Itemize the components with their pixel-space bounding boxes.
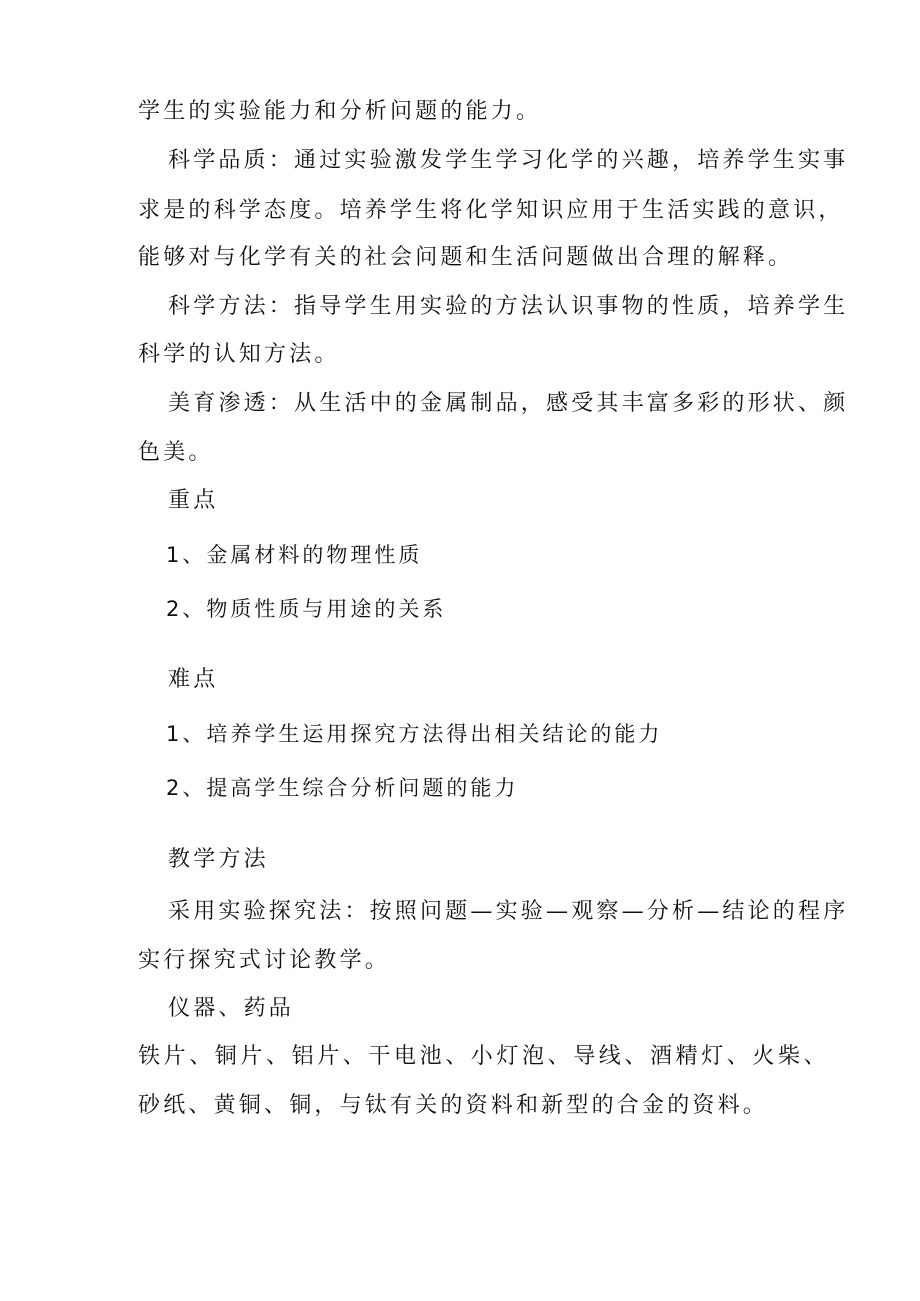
- difficult-point-item: 1、培养学生运用探究方法得出相关结论的能力: [166, 722, 663, 746]
- science-quality-line-3: 能够对与化学有关的社会问题和生活问题做出合理的解释。: [138, 245, 794, 270]
- aesthetic-line-1: 美育渗透：从生活中的金属制品，感受其丰富多彩的形状、颜: [168, 391, 849, 416]
- teaching-method-line-2: 实行探究式讨论教学。: [138, 948, 391, 973]
- key-point-item: 1、金属材料的物理性质: [166, 543, 423, 567]
- science-quality-line-2: 求是的科学态度。培养学生将化学知识应用于生活实践的意识，: [138, 198, 844, 223]
- instruments-heading: 仪器、药品: [168, 996, 295, 1021]
- instruments-line-2: 砂纸、黄铜、铜，与钛有关的资料和新型的合金的资料。: [138, 1093, 769, 1118]
- science-method-line-1: 科学方法：指导学生用实验的方法认识事物的性质，培养学生: [168, 294, 849, 319]
- science-method-line-2: 科学的认知方法。: [138, 342, 340, 367]
- difficult-points-heading: 难点: [168, 667, 219, 692]
- key-points-heading: 重点: [168, 488, 219, 513]
- intro-line-1: 学生的实验能力和分析问题的能力。: [138, 99, 542, 124]
- teaching-method-line-1: 采用实验探究法：按照问题—实验—观察—分析—结论的程序: [168, 899, 849, 924]
- aesthetic-line-2: 色美。: [138, 440, 214, 465]
- instruments-line-1: 铁片、铜片、铝片、干电池、小灯泡、导线、酒精灯、火柴、: [138, 1044, 830, 1069]
- difficult-point-item: 2、提高学生综合分析问题的能力: [166, 776, 519, 800]
- key-point-item: 2、物质性质与用途的关系: [166, 597, 447, 621]
- science-quality-line-1: 科学品质：通过实验激发学生学习化学的兴趣，培养学生实事: [168, 148, 849, 173]
- teaching-method-heading: 教学方法: [168, 847, 269, 872]
